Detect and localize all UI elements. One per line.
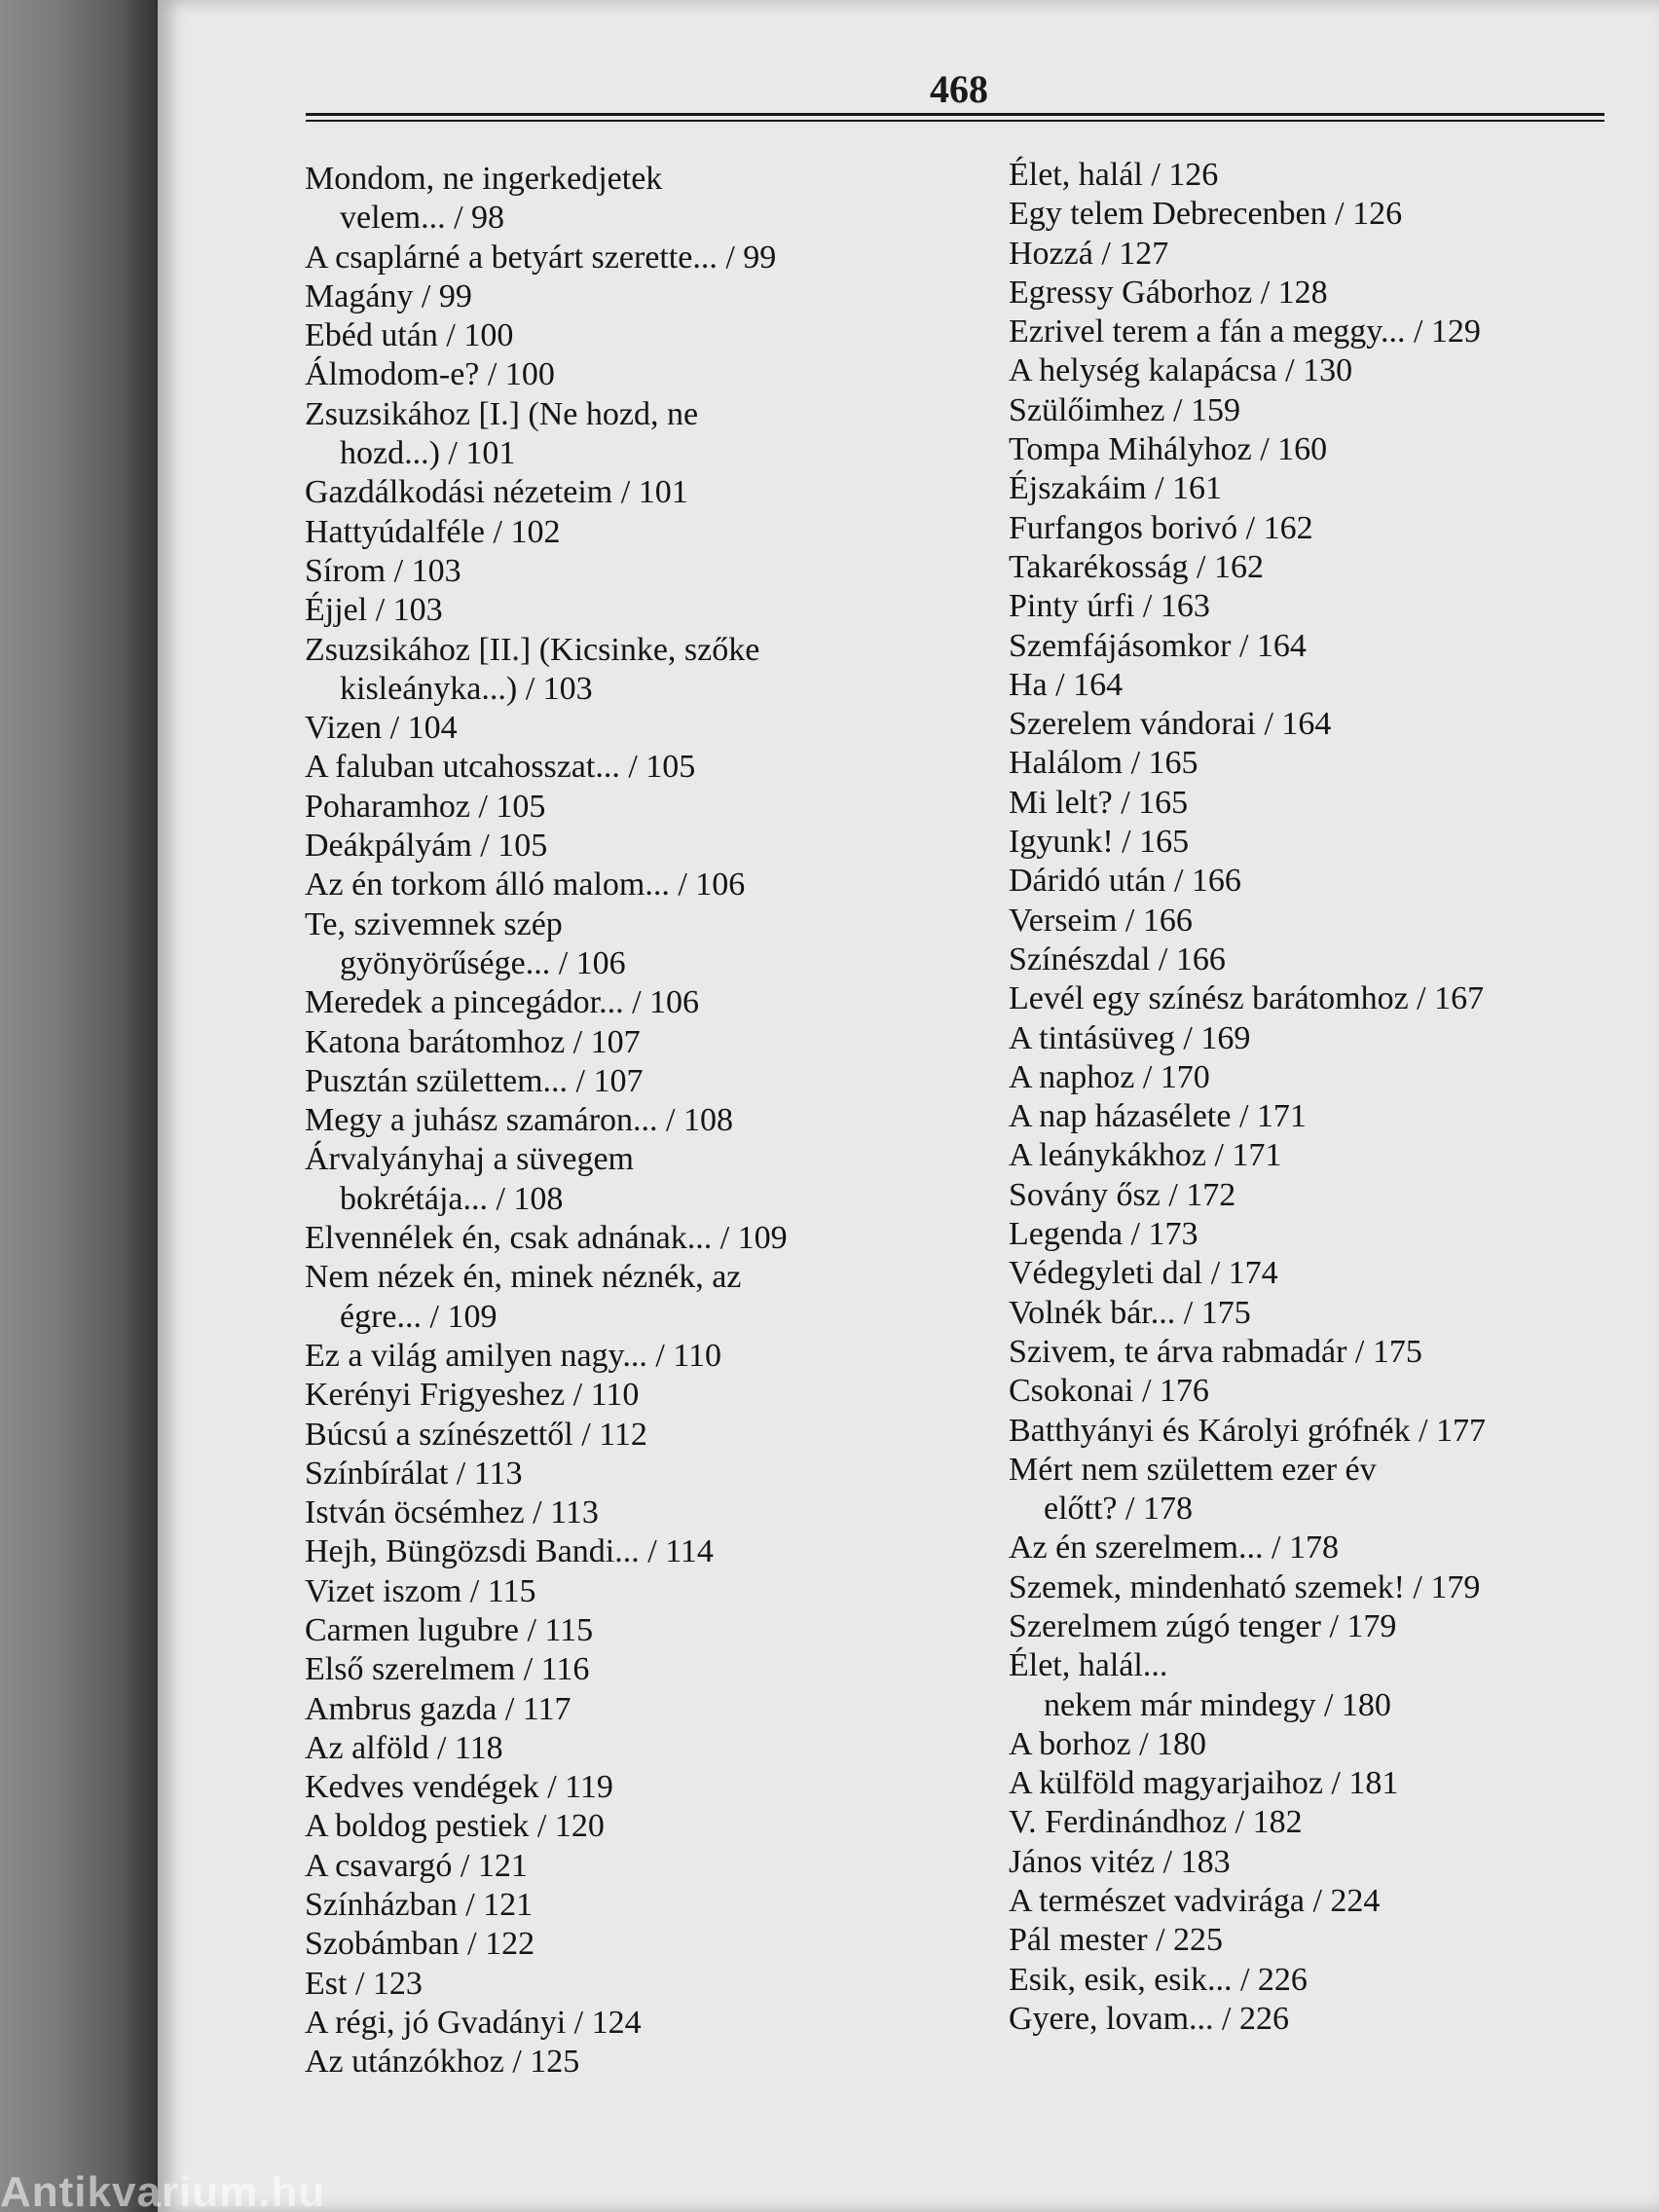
toc-entry-line: Pusztán születtem... / 107 <box>305 1062 644 1099</box>
toc-entry <box>1009 1097 1632 1136</box>
toc-entry-line: Legenda / 173 <box>1009 1216 1198 1253</box>
toc-entry <box>1009 509 1632 548</box>
toc-entry-line: Pál mester / 225 <box>1009 1922 1224 1959</box>
toc-entry <box>305 1493 908 1532</box>
toc-entry <box>1009 548 1632 587</box>
toc-entry <box>1009 430 1632 469</box>
toc-entry-line: A naphoz / 170 <box>1009 1058 1210 1095</box>
contents-column-left <box>305 160 908 2083</box>
toc-entry <box>305 1807 908 1846</box>
toc-entry-line: Szülőimhez / 159 <box>1009 391 1240 428</box>
toc-entry-line: Igyunk! / 165 <box>1009 824 1190 861</box>
toc-entry-line: Furfangos borivó / 162 <box>1009 509 1313 546</box>
toc-entry <box>305 827 908 866</box>
toc-entry <box>1009 235 1632 274</box>
toc-entry-line: Ez a világ amilyen nagy... / 110 <box>305 1337 722 1374</box>
toc-entry <box>1009 587 1632 626</box>
toc-entry-line: Álmodom-e? / 100 <box>305 356 555 393</box>
toc-entry-line: Esik, esik, esik... / 226 <box>1009 1961 1308 1998</box>
toc-entry <box>305 1219 908 1258</box>
toc-entry-line: Színészdal / 166 <box>1009 940 1226 977</box>
watermark-text: Antikvarium.hu <box>0 2173 326 2212</box>
toc-entry <box>1009 1176 1632 1215</box>
toc-entry <box>1009 902 1632 940</box>
toc-entry-line: Volnék bár... / 175 <box>1009 1294 1251 1331</box>
toc-entry-line: A helység kalapácsa / 130 <box>1009 352 1353 389</box>
toc-entry <box>1009 1019 1632 1058</box>
toc-entry-line: Az én szerelmem... / 178 <box>1009 1530 1339 1567</box>
toc-entry <box>1009 1333 1632 1372</box>
toc-entry-line: Szerelem vándorai / 164 <box>1009 706 1332 743</box>
toc-entry <box>305 1925 908 1964</box>
book-spine-shadow <box>0 0 161 2212</box>
toc-entry-line: Vizet iszom / 115 <box>305 1572 536 1609</box>
toc-entry-line: Éjjel / 103 <box>305 592 443 629</box>
toc-entry <box>1009 1136 1632 1175</box>
toc-entry-line: Színbírálat / 113 <box>305 1455 523 1492</box>
toc-entry-line: Csokonai / 176 <box>1009 1373 1209 1410</box>
toc-entry-line: Hejh, Büngözsdi Bandi... / 114 <box>305 1533 714 1570</box>
toc-entry-line: Halálom / 165 <box>1009 745 1198 782</box>
toc-entry <box>1009 1529 1632 1567</box>
toc-entry <box>1009 1215 1632 1254</box>
toc-entry <box>305 1376 908 1415</box>
toc-entry <box>305 277 908 316</box>
toc-entry <box>1009 469 1632 508</box>
toc-entry-line: Első szerelmem / 116 <box>305 1651 590 1688</box>
toc-entry-line: A csaplárné a betyárt szerette... / 99 <box>305 239 777 276</box>
toc-entry-line: Elvennélek én, csak adnának... / 109 <box>305 1220 788 1257</box>
toc-entry <box>305 1650 908 1689</box>
toc-entry <box>1009 391 1632 430</box>
toc-entry <box>305 1572 908 1611</box>
toc-entry <box>1009 1921 1632 1960</box>
toc-entry-line: Carmen lugubre / 115 <box>305 1611 594 1648</box>
toc-entry-line: A tintásüveg / 169 <box>1009 1019 1251 1056</box>
toc-entry <box>1009 313 1632 351</box>
toc-entry-line: Hozzá / 127 <box>1009 235 1169 272</box>
toc-entry-continuation-line: hozd...) / 101 <box>340 435 516 472</box>
toc-entry <box>305 473 908 512</box>
toc-entry-line: Pinty úrfi / 163 <box>1009 588 1210 625</box>
toc-entry <box>1009 1764 1632 1803</box>
toc-entry-line: Levél egy színész barátomhoz / 167 <box>1009 980 1485 1017</box>
toc-entry-line: A nap házasélete / 171 <box>1009 1098 1307 1135</box>
toc-entry-line: A leánykákhoz / 171 <box>1009 1137 1282 1174</box>
toc-entry-line: Verseim / 166 <box>1009 902 1193 939</box>
toc-entry <box>1009 274 1632 313</box>
toc-entry <box>305 1729 908 1768</box>
toc-entry <box>305 1611 908 1650</box>
toc-entry-continuation-line: előtt? / 178 <box>1044 1491 1193 1528</box>
toc-entry-line: Mi lelt? / 165 <box>1009 784 1189 821</box>
toc-entry <box>1009 705 1632 744</box>
toc-entry <box>1009 1372 1632 1411</box>
toc-entry-line: Árvalyányhaj a süvegem <box>305 1141 634 1178</box>
toc-entry <box>305 1101 908 1140</box>
toc-entry-line: Tompa Mihályhoz / 160 <box>1009 431 1328 468</box>
toc-entry <box>1009 1882 1632 1921</box>
toc-entry <box>1009 784 1632 823</box>
toc-entry <box>1009 351 1632 390</box>
toc-entry-line: Szemfájásomkor / 164 <box>1009 627 1307 664</box>
toc-entry-line: Deákpályám / 105 <box>305 828 548 865</box>
toc-entry-line: Ha / 164 <box>1009 666 1124 703</box>
toc-entry <box>305 1140 908 1219</box>
toc-entry <box>305 513 908 552</box>
toc-entry <box>305 316 908 355</box>
toc-entry <box>305 1965 908 2004</box>
toc-entry <box>305 2043 908 2082</box>
toc-entry <box>305 983 908 1022</box>
toc-entry-line: Mondom, ne ingerkedjetek <box>305 161 663 197</box>
toc-entry-line: Színházban / 121 <box>305 1887 534 1924</box>
toc-entry <box>305 866 908 904</box>
toc-entry <box>305 905 908 984</box>
toc-entry-continuation-line: kisleányka...) / 103 <box>340 670 593 707</box>
toc-entry <box>1009 1803 1632 1842</box>
toc-entry-line: Egressy Gáborhoz / 128 <box>1009 274 1328 311</box>
toc-entry-line: Batthyányi és Károlyi grófnék / 177 <box>1009 1412 1487 1449</box>
toc-entry-line: Zsuzsikához [I.] (Ne hozd, ne <box>305 395 699 432</box>
toc-entry-line: Kedves vendégek / 119 <box>305 1769 613 1806</box>
toc-entry <box>1009 1058 1632 1097</box>
toc-entry <box>305 160 908 239</box>
toc-entry-line: A csavargó / 121 <box>305 1847 528 1884</box>
toc-entry-line: Est / 123 <box>305 1965 423 2002</box>
toc-entry <box>305 1258 908 1337</box>
toc-entry-line: Éjszakáim / 161 <box>1009 470 1223 507</box>
toc-entry <box>305 709 908 748</box>
toc-entry-continuation-line: nekem már mindegy / 180 <box>1044 1686 1391 1723</box>
toc-entry-line: Élet, halál / 126 <box>1009 157 1219 193</box>
toc-entry-line: Dáridó után / 166 <box>1009 863 1241 900</box>
toc-entry <box>305 239 908 277</box>
toc-entry <box>1009 940 1632 979</box>
toc-entry-continuation-line: gyönyörűsége... / 106 <box>340 944 626 981</box>
toc-entry-line: Sovány ősz / 172 <box>1009 1176 1236 1213</box>
toc-entry <box>1009 1412 1632 1451</box>
toc-entry-line: Az utánzókhoz / 125 <box>305 2044 580 2081</box>
toc-entry-line: János vitéz / 183 <box>1009 1843 1231 1880</box>
toc-entry <box>1009 862 1632 901</box>
toc-entry-line: Egy telem Debrecenben / 126 <box>1009 196 1403 233</box>
toc-entry-line: Sírom / 103 <box>305 552 461 589</box>
toc-entry-line: Magány / 99 <box>305 277 472 314</box>
toc-entry-line: Katona barátomhoz / 107 <box>305 1023 641 1060</box>
toc-entry <box>1009 156 1632 195</box>
toc-entry-line: A régi, jó Gvadányi / 124 <box>305 2004 642 2041</box>
header-rule-thick <box>306 113 1604 116</box>
toc-entry <box>1009 979 1632 1018</box>
toc-entry-line: Zsuzsikához [II.] (Kicsinke, szőke <box>305 631 760 668</box>
toc-entry <box>305 1886 908 1925</box>
toc-entry-continuation-line: égre... / 109 <box>340 1298 498 1335</box>
toc-entry <box>1009 1843 1632 1882</box>
toc-entry-line: Ambrus gazda / 117 <box>305 1690 571 1727</box>
toc-entry <box>305 355 908 394</box>
toc-entry <box>1009 1725 1632 1764</box>
toc-entry-line: Gazdálkodási nézeteim / 101 <box>305 474 688 511</box>
toc-entry-line: Kerényi Frigyeshez / 110 <box>305 1377 640 1414</box>
toc-entry <box>1009 666 1632 705</box>
toc-entry-continuation-line: bokrétája... / 108 <box>340 1180 564 1217</box>
toc-entry <box>305 395 908 474</box>
toc-entry-line: Ezrivel terem a fán a meggy... / 129 <box>1009 313 1481 350</box>
toc-entry-line: Ebéd után / 100 <box>305 317 514 354</box>
toc-entry-line: V. Ferdinándhoz / 182 <box>1009 1804 1303 1841</box>
toc-entry <box>1009 627 1632 666</box>
toc-entry-line: Búcsú a színészettől / 112 <box>305 1416 647 1453</box>
toc-entry-line: Vizen / 104 <box>305 710 458 747</box>
toc-entry-line: Megy a juhász szamáron... / 108 <box>305 1102 733 1139</box>
header-rule-thin <box>306 120 1604 122</box>
toc-entry-continuation-line: velem... / 98 <box>340 200 505 237</box>
toc-entry-line: A borhoz / 180 <box>1009 1725 1207 1762</box>
toc-entry-line: Poharamhoz / 105 <box>305 788 546 825</box>
toc-entry <box>305 1337 908 1376</box>
toc-entry <box>305 591 908 630</box>
toc-entry-line: Szerelmem zúgó tenger / 179 <box>1009 1607 1397 1644</box>
toc-entry <box>1009 1568 1632 1607</box>
toc-entry <box>305 1455 908 1493</box>
contents-column-right <box>1009 156 1632 2039</box>
toc-entry <box>305 1690 908 1729</box>
toc-entry-line: Nem nézek én, minek néznék, az <box>305 1259 742 1296</box>
toc-entry <box>1009 1451 1632 1530</box>
toc-entry <box>1009 2000 1632 2039</box>
toc-entry <box>305 2004 908 2043</box>
toc-entry-line: A természet vadvirága / 224 <box>1009 1883 1381 1920</box>
toc-entry <box>1009 195 1632 234</box>
toc-entry-line: A faluban utcahosszat... / 105 <box>305 749 696 786</box>
toc-entry-line: A külföld magyarjaihoz / 181 <box>1009 1765 1399 1802</box>
toc-entry <box>1009 1646 1632 1725</box>
toc-entry-line: Meredek a pincegádor... / 106 <box>305 984 700 1021</box>
toc-entry <box>305 1062 908 1101</box>
toc-entry <box>1009 823 1632 862</box>
toc-entry <box>305 1023 908 1062</box>
toc-entry <box>305 1847 908 1886</box>
toc-entry <box>1009 744 1632 783</box>
toc-entry-line: Gyere, lovam... / 226 <box>1009 2000 1289 2037</box>
toc-entry-line: Az alföld / 118 <box>305 1729 503 1766</box>
toc-entry <box>305 552 908 591</box>
toc-entry-line: A boldog pestiek / 120 <box>305 1808 605 1845</box>
toc-entry <box>305 1768 908 1807</box>
toc-entry-line: Hattyúdalféle / 102 <box>305 513 561 550</box>
toc-entry-line: Élet, halál... <box>1009 1647 1168 1684</box>
toc-entry <box>305 788 908 827</box>
page-number: 468 <box>930 67 988 111</box>
toc-entry-line: Védegyleti dal / 174 <box>1009 1255 1278 1292</box>
toc-entry <box>1009 1294 1632 1333</box>
toc-entry-line: Takarékosság / 162 <box>1009 548 1264 585</box>
toc-entry-line: Az én torkom álló malom... / 106 <box>305 866 746 903</box>
toc-entry-line: István öcsémhez / 113 <box>305 1494 599 1531</box>
toc-entry <box>1009 1607 1632 1646</box>
toc-entry <box>1009 1961 1632 2000</box>
toc-entry-line: Te, szivemnek szép <box>305 905 563 942</box>
toc-entry-line: Szivem, te árva rabmadár / 175 <box>1009 1333 1422 1370</box>
toc-entry <box>1009 1254 1632 1293</box>
toc-entry-line: Szemek, mindenható szemek! / 179 <box>1009 1568 1481 1605</box>
toc-entry-line: Mért nem születtem ezer év <box>1009 1451 1377 1488</box>
toc-entry <box>305 748 908 787</box>
toc-entry <box>305 1532 908 1571</box>
toc-entry-line: Szobámban / 122 <box>305 1926 535 1963</box>
toc-entry <box>305 1416 908 1455</box>
toc-entry <box>305 631 908 710</box>
